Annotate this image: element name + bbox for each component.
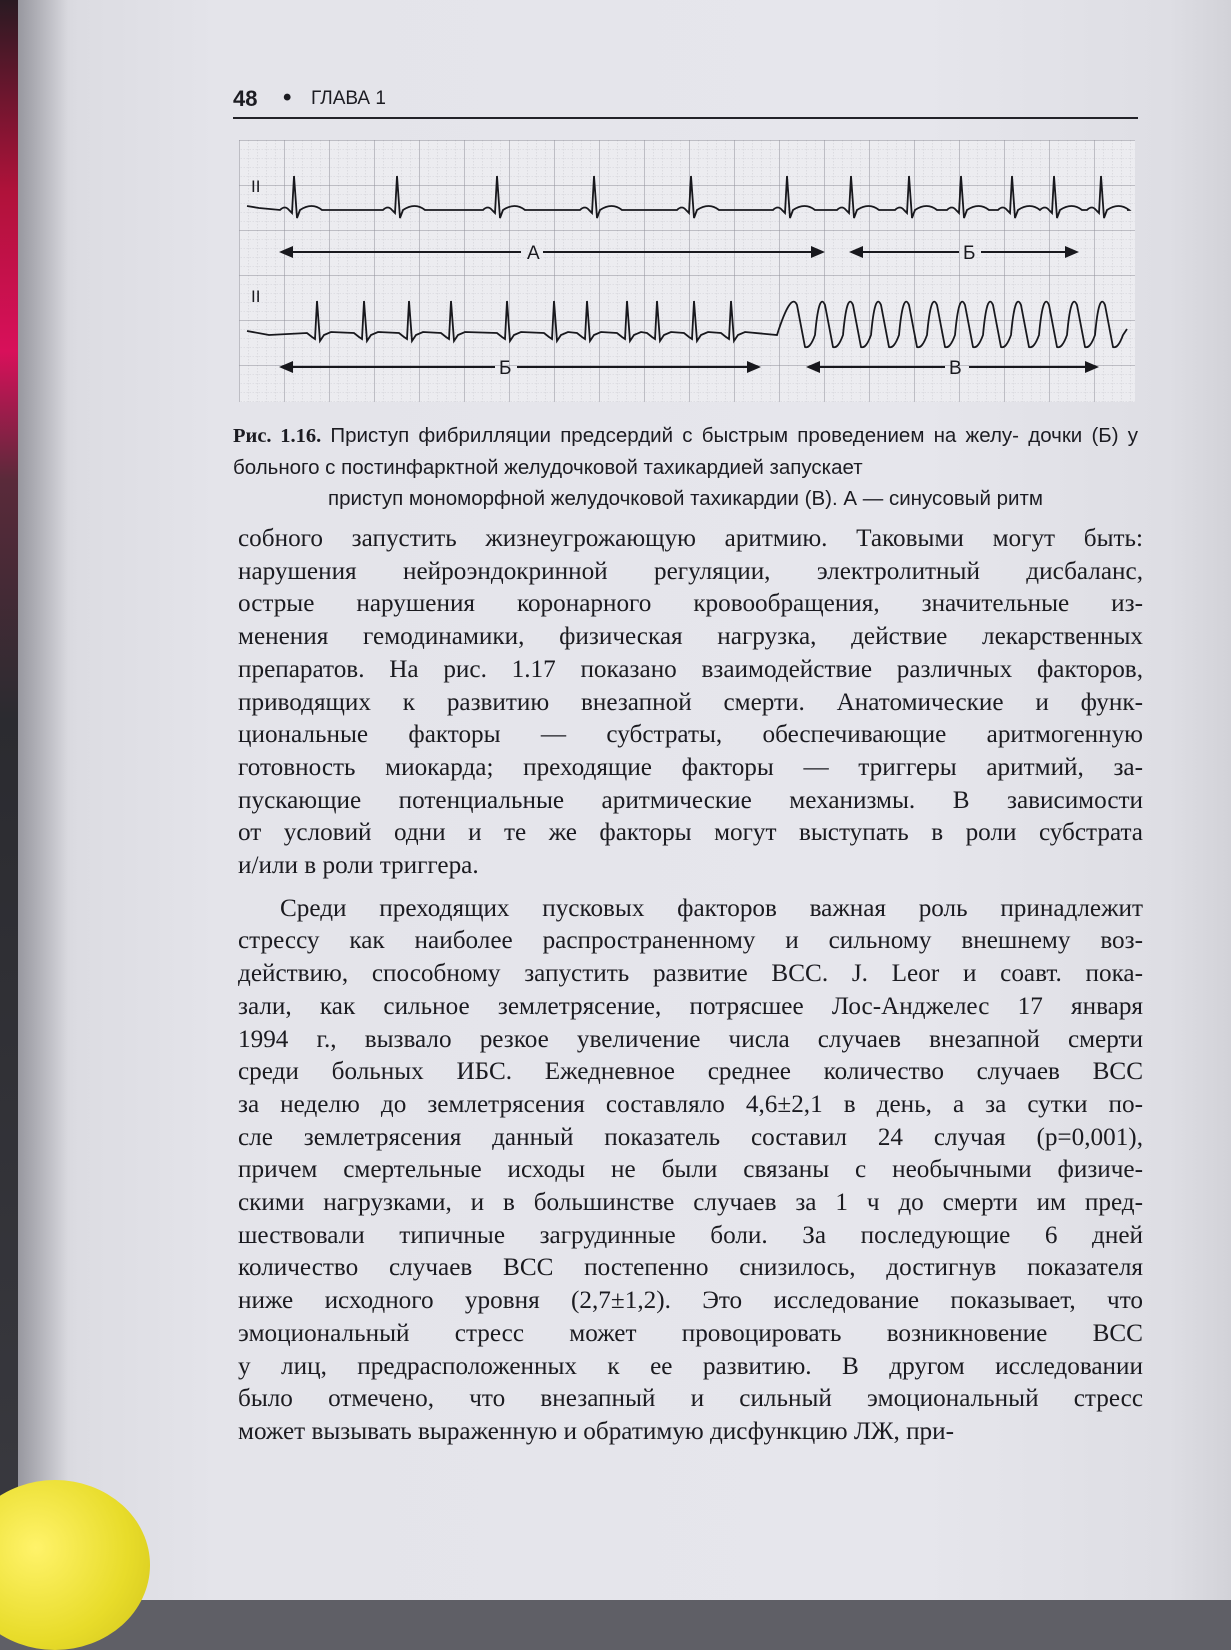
text-line: было отмечено, что внезапный и сильный эмоциональный стресс: [238, 1385, 1143, 1413]
text-line: препаратов. На рис. 1.17 показано взаимодействие различных факторов,: [238, 655, 1143, 683]
text-line: за неделю до землетрясения составляло 4,6±2,1 в день, а за сутки по-: [238, 1090, 1143, 1118]
header-rule: [233, 117, 1138, 119]
text-line: скими нагрузками, и в большинстве случаев за 1 ч до смерти им пред-: [238, 1189, 1143, 1217]
text-line: действию, способному запустить развитие ВСС. J. Leor и соавт. пока-: [238, 960, 1143, 988]
text-line: циональные факторы — субстраты, обеспечивающие аритмогенную: [238, 721, 1143, 749]
text-line: сле землетрясения данный показатель составил 24 случая (p=0,001),: [238, 1123, 1143, 1151]
text-line: от условий одни и те же факторы могут выступать в роли субстрата: [238, 819, 1143, 847]
text-line: собного запустить жизнеугрожающую аритмию. Таковыми могут быть:: [238, 525, 1143, 552]
caption-text-line1: Приступ фибрилляции предсердий с быстрым проведением на желу-: [321, 424, 1020, 447]
ecg-grid: [239, 140, 1135, 402]
text-line: острые нарушения коронарного кровообращения, значительные из-: [238, 590, 1143, 618]
caption-text-line3: приступ мономорфной желудочковой тахикардии (В). А — синусовый ритм: [328, 487, 1043, 510]
text-line: пускающие потенциальные аритмические механизмы. В зависимости: [238, 786, 1143, 814]
text-line: и/или в роли триггера.: [238, 852, 479, 880]
running-header: [233, 86, 1138, 118]
text-line: ниже исходного уровня (2,7±1,2). Это исследование показывает, что: [238, 1287, 1143, 1315]
text-line: нарушения нейроэндокринной регуляции, электролитный дисбаланс,: [238, 557, 1143, 585]
ecg-figure: [239, 140, 1135, 402]
text-line: стрессу как наиболее распространенному и сильному внешнему воз-: [238, 927, 1143, 955]
text-line: зали, как сильное землетрясение, потрясшее Лос-Анджелес 17 января: [238, 992, 1143, 1020]
paragraph-gap: [238, 883, 1143, 893]
text-line: приводящих к развитию внезапной смерти. Анатомические и функ-: [238, 688, 1143, 716]
header-bullet: •: [283, 84, 292, 111]
page-gutter-shadow: [18, 0, 68, 1600]
paragraph-1: [238, 523, 1143, 883]
caption-text-line2: дочки (Б) у больного с постинфарктной желудочковой тахикардией запускает: [233, 424, 1139, 479]
text-line: у лиц, предрасположенных к ее развитию. В другом исследовании: [238, 1352, 1143, 1380]
caption-label: Рис. 1.16.: [233, 425, 322, 447]
segment-b2-label: Б: [499, 358, 512, 379]
strip2-lead-label: II: [251, 287, 261, 306]
body-text: [238, 523, 1143, 1449]
text-line: менения гемодинамики, физическая нагрузка, действие лекарственных: [238, 623, 1143, 651]
text-line: шествовали типичные загрудинные боли. За последующие 6 дней: [238, 1221, 1143, 1249]
segment-b-label: Б: [963, 243, 976, 264]
text-line: готовность миокарда; преходящие факторы — триггеры аритмий, за-: [238, 753, 1143, 781]
figure-caption: [233, 420, 1138, 514]
text-line: Среди преходящих пусковых факторов важная роль принадлежит: [280, 894, 1143, 922]
strip1-lead-label: II: [251, 177, 261, 196]
chapter-label: ГЛАВА 1: [311, 88, 386, 109]
page-number: 48: [233, 86, 258, 111]
text-line: среди больных ИБС. Ежедневное среднее количество случаев ВСС: [238, 1058, 1143, 1086]
segment-v-label: В: [949, 358, 962, 379]
text-line: количество случаев ВСС постепенно снизилось, достигнув показателя: [238, 1254, 1143, 1282]
text-line: причем смертельные исходы не были связаны с необычными физиче-: [238, 1156, 1143, 1184]
text-line: эмоциональный стресс может провоцировать возникновение ВСС: [238, 1319, 1143, 1347]
text-line: 1994 г., вызвало резкое увеличение числа случаев внезапной смерти: [238, 1025, 1143, 1053]
ecg-strips: [239, 140, 1135, 402]
paragraph-2: [238, 893, 1143, 1449]
segment-a-label: А: [527, 243, 540, 264]
text-line: может вызывать выраженную и обратимую дисфункцию ЛЖ, при-: [238, 1417, 955, 1445]
